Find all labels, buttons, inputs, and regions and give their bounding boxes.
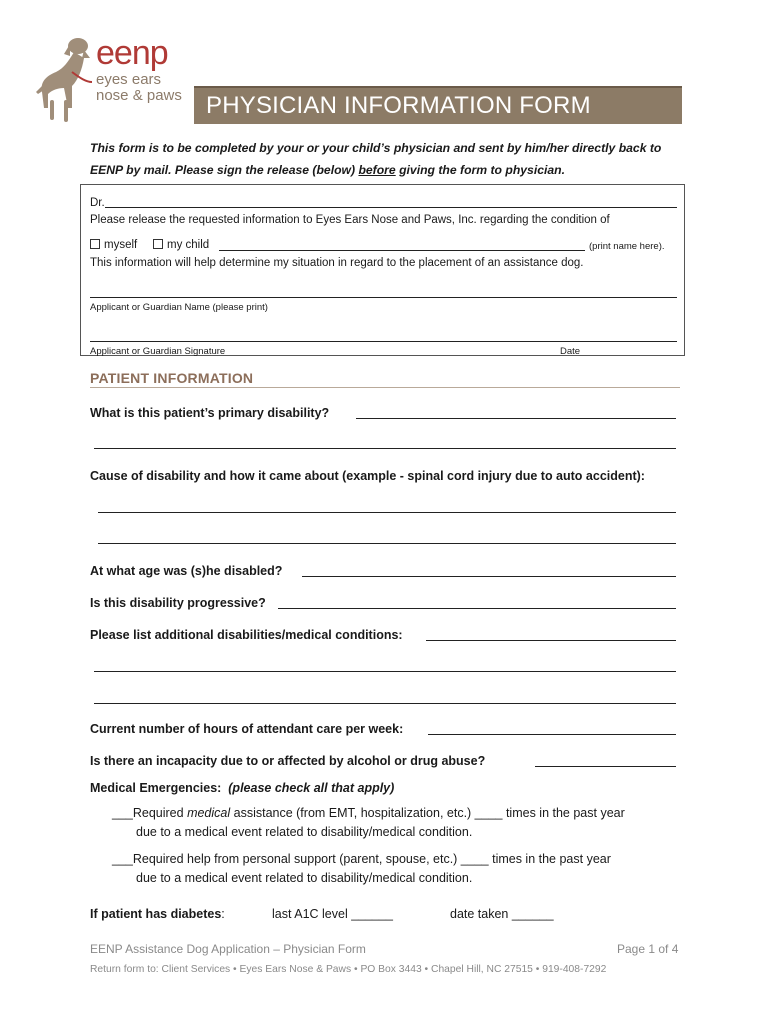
- intro-line-1: This form is to be completed by your or your child’s physician and sent by him/her directly back to: [90, 141, 662, 155]
- logo-tagline-1: eyes ears: [96, 71, 162, 88]
- diabetes-label: [90, 906, 225, 922]
- em2-line-1: ___Required help from personal support (parent, spouse, etc.) ____ times in the past year: [112, 852, 611, 866]
- emergency-item-support[interactable]: [112, 850, 611, 888]
- primary-disability-field[interactable]: [356, 418, 676, 419]
- primary-disability-field-2[interactable]: [94, 448, 676, 449]
- em1-suffix: assistance (from EMT, hospitalization, etc.) ____ times in the past year: [230, 806, 625, 820]
- option-child[interactable]: [153, 238, 209, 252]
- attendant-hours-field[interactable]: [428, 734, 676, 735]
- date-label: Date: [560, 346, 581, 357]
- age-field[interactable]: [302, 576, 676, 577]
- additional-conditions-field[interactable]: [426, 640, 676, 641]
- intro-emphasis: before: [358, 163, 396, 177]
- footer-form-name: EENP Assistance Dog Application – Physician Form: [90, 942, 366, 956]
- cause-question: Cause of disability and how it came about (example - spinal cord injury due to auto accident):: [90, 469, 645, 483]
- emergencies-hint: (please check all that apply): [228, 781, 395, 795]
- logo-tagline-2: nose & paws: [96, 87, 182, 104]
- dr-name-field[interactable]: [105, 207, 677, 208]
- emergencies-label-text: Medical Emergencies:: [90, 781, 222, 795]
- progressive-field[interactable]: [278, 608, 676, 609]
- intro-text-end: giving the form to physician.: [395, 163, 565, 177]
- em1-emphasis: medical: [187, 806, 231, 820]
- myself-label: myself: [104, 239, 138, 251]
- guardian-name-label: Applicant or Guardian Name (please print): [90, 302, 268, 313]
- print-name-hint: (print name here).: [589, 241, 665, 252]
- myself-checkbox[interactable]: [90, 239, 100, 249]
- guardian-signature-label: Applicant or Guardian Signature: [90, 346, 226, 357]
- child-label: my child: [167, 239, 210, 251]
- dr-label: Dr.: [90, 197, 105, 209]
- guardian-signature-field[interactable]: [90, 341, 677, 342]
- em1-prefix: ___Required: [112, 806, 188, 820]
- additional-conditions-question: Please list additional disabilities/medical conditions:: [90, 628, 403, 642]
- date-taken-field[interactable]: date taken ______: [450, 907, 554, 921]
- release-box: [80, 184, 685, 356]
- cause-field-2[interactable]: [98, 543, 676, 544]
- em1-line-2: due to a medical event related to disability/medical condition.: [136, 825, 473, 839]
- primary-disability-question: What is this patient’s primary disability?: [90, 406, 330, 420]
- additional-conditions-field-2[interactable]: [94, 671, 676, 672]
- dog-silhouette-icon: [34, 36, 98, 128]
- emergency-item-medical[interactable]: [112, 804, 625, 842]
- section-divider: [90, 387, 680, 388]
- footer-return-address: Return form to: Client Services • Eyes Ears Nose & Paws • PO Box 3443 • Chapel Hill, NC 27515 • 919-408-7292: [90, 964, 607, 975]
- cause-field-1[interactable]: [98, 512, 676, 513]
- logo-wordmark: eenp: [96, 34, 168, 72]
- form-title-bar: [194, 86, 682, 124]
- diabetes-label-text: If patient has diabetes: [90, 907, 222, 921]
- intro-text: EENP by mail. Please sign the release (below): [90, 163, 359, 177]
- eenp-logo: [34, 36, 184, 128]
- em2-line-2: due to a medical event related to disability/medical condition.: [136, 871, 473, 885]
- a1c-field[interactable]: last A1C level ______: [272, 907, 393, 921]
- diabetes-colon: :: [221, 907, 225, 921]
- intro-line-2: [90, 162, 565, 178]
- option-myself[interactable]: [90, 238, 137, 252]
- child-checkbox[interactable]: [153, 239, 163, 249]
- alcohol-drug-question: Is there an incapacity due to or affected by alcohol or drug abuse?: [90, 754, 486, 768]
- release-request-text: Please release the requested information to Eyes Ears Nose and Paws, Inc. regarding the condition of: [90, 214, 610, 226]
- medical-emergencies-label: [90, 780, 394, 796]
- form-title: PHYSICIAN INFORMATION FORM: [206, 92, 591, 119]
- release-purpose-text: This information will help determine my situation in regard to the placement of an assistance dog.: [90, 257, 584, 269]
- child-name-field[interactable]: [219, 250, 585, 251]
- footer-page-number: Page 1 of 4: [617, 942, 679, 956]
- additional-conditions-field-3[interactable]: [94, 703, 676, 704]
- progressive-question: Is this disability progressive?: [90, 596, 266, 610]
- guardian-name-field[interactable]: [90, 297, 677, 298]
- alcohol-drug-field[interactable]: [535, 766, 676, 767]
- age-question: At what age was (s)he disabled?: [90, 564, 283, 578]
- patient-info-heading: PATIENT INFORMATION: [90, 370, 254, 386]
- attendant-hours-question: Current number of hours of attendant care per week:: [90, 722, 404, 736]
